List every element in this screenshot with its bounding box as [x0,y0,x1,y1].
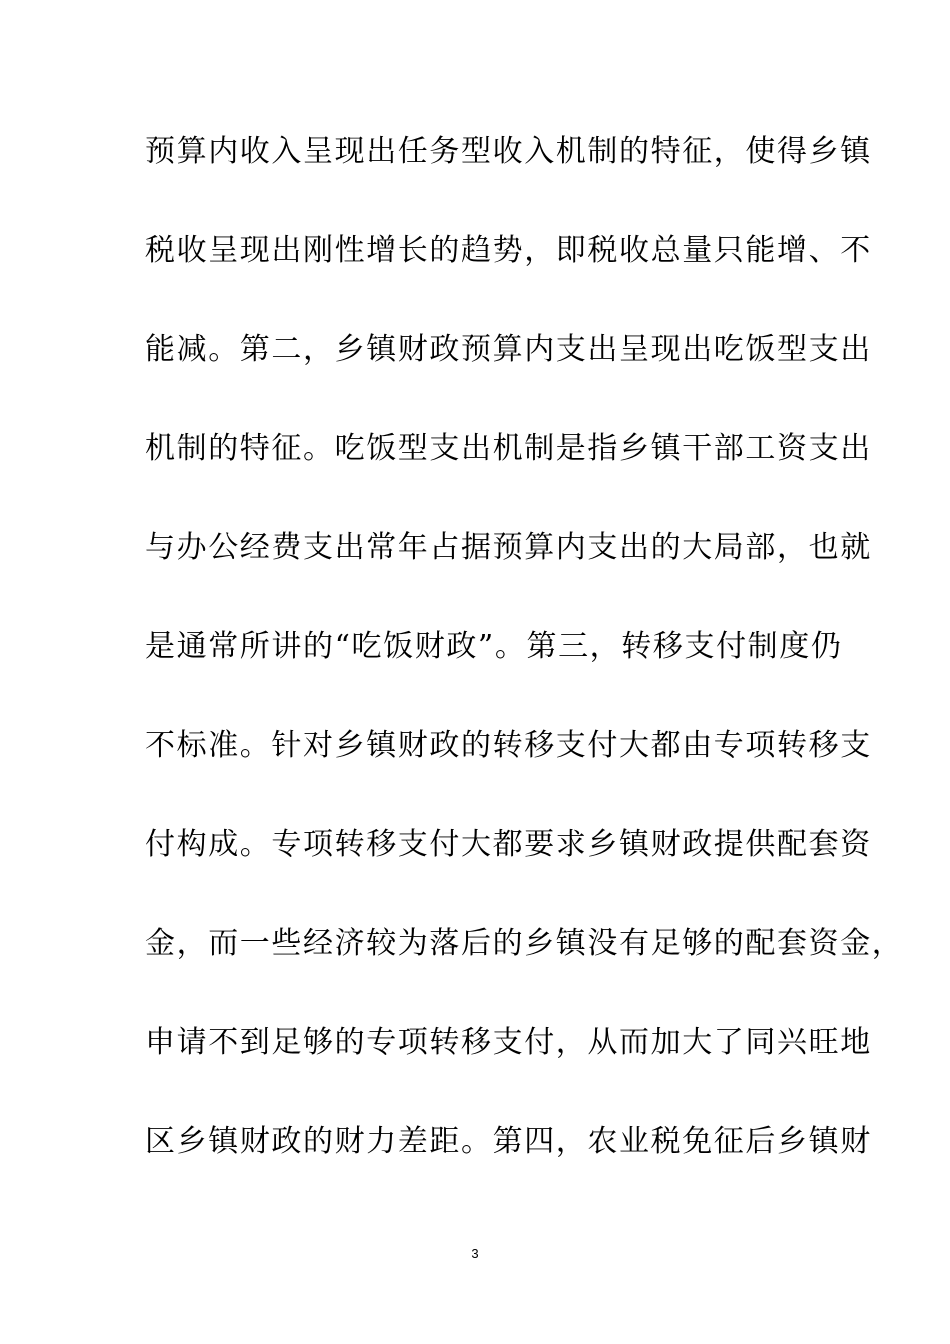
text-line-6: 是通常所讲的“吃饭财政”。第三，转移支付制度仍 [145,629,843,664]
text-line-10: 申请不到足够的专项转移支付，从而加大了同兴旺地 [145,1025,872,1060]
text-line-2: 税收呈现出刚性增长的趋势，即税收总量只能增、不 [145,233,872,268]
page-number: 3 [471,1246,479,1261]
text-line-4: 机制的特征。吃饭型支出机制是指乡镇干部工资支出 [145,431,872,466]
text-line-3: 能减。第二，乡镇财政预算内支出呈现出吃饭型支出 [145,332,872,367]
text-line-7: 不标准。针对乡镇财政的转移支付大都由专项转移支 [145,728,872,763]
text-line-1: 预算内收入呈现出任务型收入机制的特征，使得乡镇 [145,134,872,169]
text-line-5: 与办公经费支出常年占据预算内支出的大局部，也就 [145,530,872,565]
body-text [145,120,904,1209]
text-line-9: 金，而一些经济较为落后的乡镇没有足够的配套资金， [145,926,904,961]
text-line-11: 区乡镇财政的财力差距。第四，农业税免征后乡镇财 [145,1124,872,1159]
text-line-8: 付构成。专项转移支付大都要求乡镇财政提供配套资 [145,827,872,862]
